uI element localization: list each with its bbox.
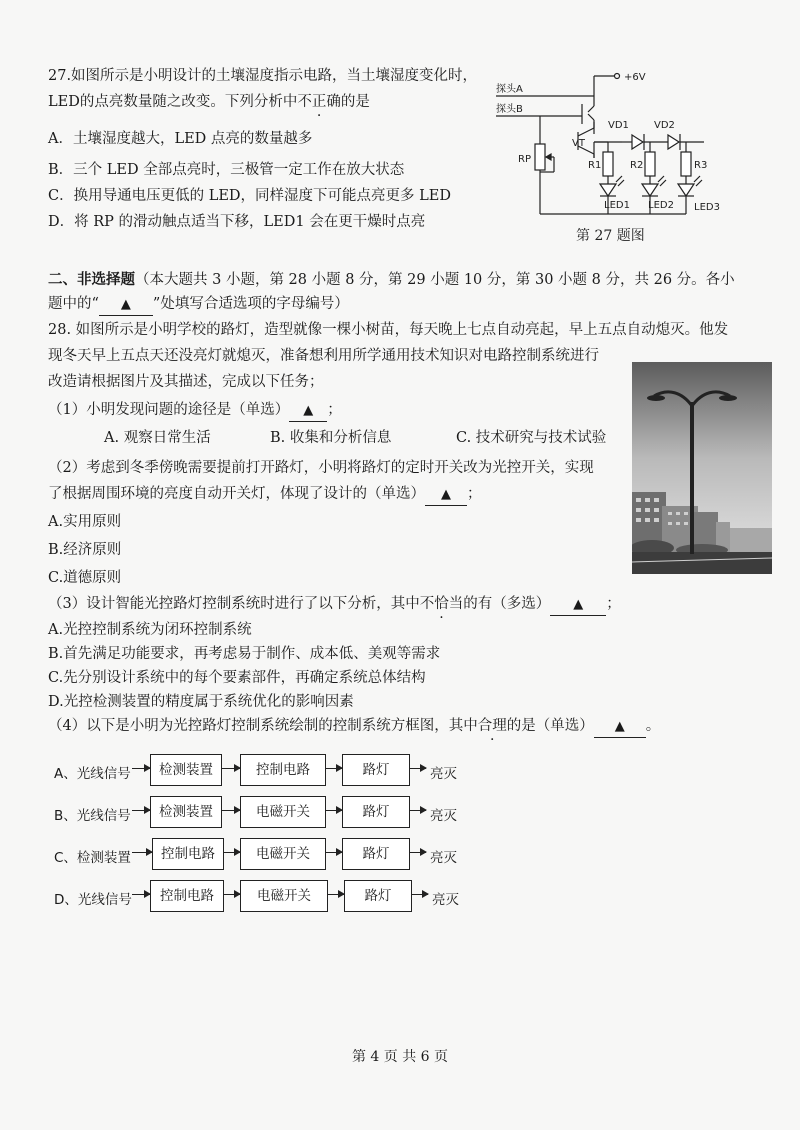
q28-part2-text: 了根据周围环境的亮度自动开关灯，体现了设计的（单选） xyxy=(48,486,425,502)
q28-part1-text: （1）小明发现问题的途径是（单选） xyxy=(48,402,290,418)
section2-answer-blank: ▲ xyxy=(99,295,153,316)
q27-stem-line2 xyxy=(48,92,370,112)
diagram-b-box-3: 路灯 xyxy=(342,796,410,828)
diagram-d-arrow-3 xyxy=(328,894,344,895)
diagram-a-box-1: 检测装置 xyxy=(150,754,222,786)
q27-stem-text: LED的点亮数量随之改变。下列分析中 xyxy=(48,94,298,110)
section2-heading-line1 xyxy=(48,270,735,290)
q27-circuit-diagram xyxy=(490,62,740,252)
q28-part4-text2: 的是（单选） xyxy=(506,718,594,734)
diagram-b-input: B、光线信号 xyxy=(54,808,131,824)
diagram-a-input: A、光线信号 xyxy=(54,766,131,782)
led3-label: LED3 xyxy=(694,202,720,213)
diagram-d-box-3: 路灯 xyxy=(344,880,412,912)
diagram-c-arrow-3 xyxy=(326,852,342,853)
diagram-c-box-3: 路灯 xyxy=(342,838,410,870)
diagram-b-output: 亮灭 xyxy=(430,808,457,824)
diagram-b-box-1: 检测装置 xyxy=(150,796,222,828)
q28-part3-option-d: D.光控检测装置的精度属于系统优化的影响因素 xyxy=(48,694,354,710)
diagram-d xyxy=(52,880,472,914)
r1-label: R1 xyxy=(588,160,602,171)
diagram-a-arrow-3 xyxy=(326,768,342,769)
section2-desc-start: 题中的“ xyxy=(48,296,99,312)
q28-part2-line2 xyxy=(48,484,482,506)
probe-b-label: 探头B xyxy=(496,104,523,115)
q28-part3-emphasis: 不恰当 xyxy=(419,596,464,612)
led1-label: LED1 xyxy=(604,200,630,211)
diagram-b-arrow-3 xyxy=(326,810,342,811)
vd2-label: VD2 xyxy=(654,120,675,131)
street-lamp-photo xyxy=(632,362,772,574)
led2-label: LED2 xyxy=(648,200,674,211)
diagram-c-arrow-1 xyxy=(132,852,152,853)
q28-stem-line1: 28. 如图所示是小明学校的路灯，造型就像一棵小树苗，每天晚上七点自动亮起，早上五点自动熄灭。他发 xyxy=(48,322,729,338)
diagram-c-arrow-2 xyxy=(224,852,240,853)
q28-part2-option-b: B.经济原则 xyxy=(48,542,122,558)
q28-part4-emphasis: 合理 xyxy=(477,718,507,734)
figure-caption: 第 27 题图 xyxy=(576,228,645,244)
q27-option-c: C．换用导通电压更低的 LED，同样湿度下可能点亮更多 LED xyxy=(48,188,451,204)
probe-a-label: 探头A xyxy=(496,84,523,95)
diagram-d-arrow-4 xyxy=(412,894,428,895)
q28-part2-blank: ▲ xyxy=(425,485,467,506)
q27-stem-end: 的是 xyxy=(340,94,370,110)
diagram-b-arrow-4 xyxy=(410,810,426,811)
q28-part2-option-a: A.实用原则 xyxy=(48,514,122,530)
diagram-a-arrow-2 xyxy=(222,768,240,769)
q28-part1-option-b: B. 收集和分析信息 xyxy=(270,430,392,446)
diagram-c-box-2: 电磁开关 xyxy=(240,838,326,870)
section2-title: 二、非选择题 xyxy=(48,271,135,288)
diagram-c-output: 亮灭 xyxy=(430,850,457,866)
diagram-d-box-1: 控制电路 xyxy=(150,880,224,912)
transistor-label: VT xyxy=(572,138,585,149)
q28-part3-option-a: A.光控控制系统为闭环控制系统 xyxy=(48,622,252,638)
q28-part4-blank: ▲ xyxy=(594,717,646,738)
section2-heading-line2 xyxy=(48,294,349,316)
diagram-c-box-1: 控制电路 xyxy=(152,838,224,870)
diagram-a-arrow-4 xyxy=(410,768,426,769)
r3-label: R3 xyxy=(694,160,708,171)
page-footer: 第 4 页 共 6 页 xyxy=(351,1049,449,1065)
q28-part3-blank: ▲ xyxy=(550,595,606,616)
q28-part2-end: ； xyxy=(467,486,482,502)
q28-part3-text2: 的有（多选） xyxy=(463,596,551,612)
diagram-b xyxy=(52,796,472,830)
q28-part1-option-c: C. 技术研究与技术试验 xyxy=(456,430,607,446)
diagram-c xyxy=(52,838,472,872)
vd1-label: VD1 xyxy=(608,120,629,131)
diagram-d-input: D、光线信号 xyxy=(54,892,132,908)
q28-part3-stem xyxy=(48,594,621,616)
q28-part3-option-b: B.首先满足功能要求，再考虑易于制作、成本低、美观等需求 xyxy=(48,646,441,662)
q27-option-a: A．土壤湿度越大，LED 点亮的数量越多 xyxy=(48,131,313,147)
diagram-b-arrow-1 xyxy=(132,810,150,811)
diagram-a-box-2: 控制电路 xyxy=(240,754,326,786)
diagram-a xyxy=(52,754,472,788)
q27-stem-line1: 27.如图所示是小明设计的土壤湿度指示电路，当土壤湿度变化时， xyxy=(48,68,478,84)
q28-part1-end: ； xyxy=(327,402,342,418)
diagram-c-input: C、检测装置 xyxy=(54,850,131,866)
diagram-a-box-3: 路灯 xyxy=(342,754,410,786)
circuit-supply-label: +6V xyxy=(624,72,646,83)
q28-part1-blank: ▲ xyxy=(289,401,327,422)
q28-part1-stem xyxy=(48,400,342,422)
q27-option-b: B．三个 LED 全部点亮时，三极管一定工作在放大状态 xyxy=(48,162,405,178)
q28-part1-option-a: A. 观察日常生活 xyxy=(104,430,211,446)
diagram-c-arrow-4 xyxy=(410,852,426,853)
r2-label: R2 xyxy=(630,160,644,171)
q28-part4-end: 。 xyxy=(645,718,661,734)
q28-part4-text: （4）以下是小明为光控路灯控制系统绘制的控制系统方框图，其中 xyxy=(48,718,478,734)
q28-part2-line1: （2）考虑到冬季傍晚需要提前打开路灯，小明将路灯的定时开关改为光控开关，实现 xyxy=(48,460,594,476)
diagram-d-box-2: 电磁开关 xyxy=(240,880,328,912)
diagram-d-arrow-1 xyxy=(132,894,150,895)
q28-part3-option-c: C.先分别设计系统中的每个要素部件，再确定系统总体结构 xyxy=(48,670,426,686)
diagram-d-output: 亮灭 xyxy=(432,892,459,908)
q28-stem-line2: 现冬天早上五点天还没亮灯就熄灭，准备想利用所学通用技术知识对电路控制系统进行 xyxy=(48,348,599,364)
diagram-a-output: 亮灭 xyxy=(430,766,457,782)
rp-label: RP xyxy=(518,154,531,165)
q27-option-d: D．将 RP 的滑动触点适当下移，LED1 会在更干燥时点亮 xyxy=(48,214,426,230)
section2-description: （本大题共 3 小题，第 28 小题 8 分，第 29 小题 10 分，第 30 小题 8 分，共 26 分。各小 xyxy=(135,272,735,288)
q28-part2-option-c: C.道德原则 xyxy=(48,570,122,586)
diagram-d-arrow-2 xyxy=(224,894,240,895)
diagram-b-box-2: 电磁开关 xyxy=(240,796,326,828)
section2-desc-end: ”处填写合适选项的字母编号） xyxy=(152,296,349,312)
q28-part3-end: ； xyxy=(606,596,621,612)
q27-emphasis: 不正确 xyxy=(297,94,341,110)
q28-part3-text: （3）设计智能光控路灯控制系统时进行了以下分析，其中 xyxy=(48,596,420,612)
q28-stem-line3: 改造请根据图片及其描述，完成以下任务； xyxy=(48,374,324,390)
diagram-a-arrow-1 xyxy=(132,768,150,769)
diagram-b-arrow-2 xyxy=(222,810,240,811)
q28-part4-stem xyxy=(48,716,660,738)
